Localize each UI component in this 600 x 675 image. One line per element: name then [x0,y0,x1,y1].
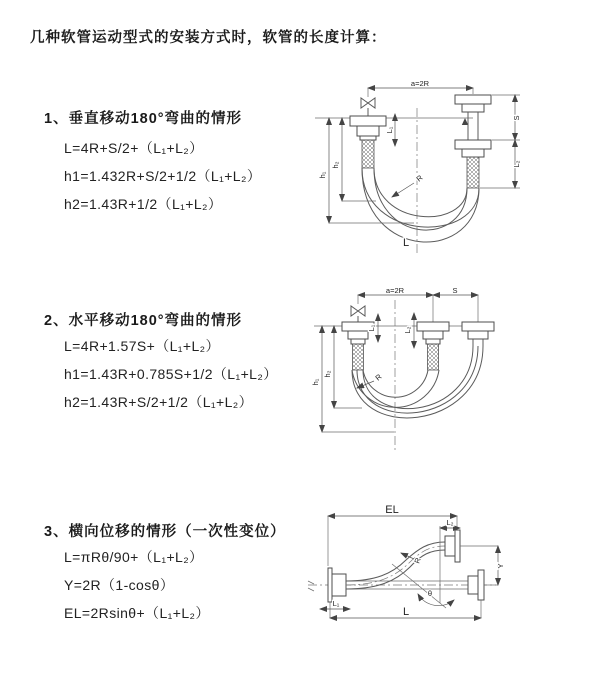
section2-formula-h2: h2=1.43R+S/2+1/2（L₁+L₂） [64,394,254,410]
section2-formula-L: L=4R+1.57S+（L₁+L₂） [64,338,220,354]
section1-formula-L: L=4R+S/2+（L₁+L₂） [64,140,204,156]
flange-upper-hub [445,536,455,556]
flange-left [350,116,386,168]
label-h2: h₂ [323,370,332,378]
diagram-vertical-180-bend [302,70,592,262]
section1-heading: 1、垂直移动180°弯曲的情形 [44,111,243,127]
label-h1: h₁ [318,171,327,179]
dim-l2 [403,313,414,348]
label-h2: h₂ [331,161,340,169]
dim-l [330,600,481,618]
label-l1: L₁ [367,324,376,332]
label-l2: L₂ [403,326,412,334]
label-a2r: a=2R [385,286,405,295]
braid-section [428,344,439,370]
valve-icon [361,98,375,116]
label-l: L [402,237,410,249]
dim-a2r-s [358,286,478,322]
braid-section [362,140,374,168]
dim-el [328,504,457,566]
section2-formula-h1: h1=1.43R+0.785S+1/2（L₁+L₂） [64,366,278,382]
page-title: 几种软管运动型式的安装方式时，软管的长度计算： [30,30,387,46]
up-arrow-right [462,118,468,125]
section3-formula-L: L=πRθ/90+（L₁+L₂） [64,549,204,565]
label-l1: L₁ [385,126,394,134]
centerline-break [308,581,314,591]
flange-right [462,322,494,346]
radius-callout [392,173,425,197]
flange-middle [417,322,449,370]
label-s: S [512,115,521,121]
flange-right [455,95,491,188]
label-r: R [373,372,384,383]
diagram-horizontal-180-bend [302,282,592,462]
section1-formula-h2: h2=1.43R+1/2（L₁+L₂） [64,196,223,212]
braid-section [467,157,479,188]
dim-l1 [367,314,378,342]
flange-upper-plate [455,530,460,562]
hose-s-curve [346,530,460,589]
section3-formula-Y: Y=2R（1-cosθ） [64,577,175,593]
label-y: Y [496,563,505,569]
flange-left [328,568,346,602]
label-l2: L₂ [446,518,454,527]
section2-heading: 2、水平移动180°弯曲的情形 [44,313,243,329]
section3-formula-EL: EL=2Rsinθ+（L₁+L₂） [64,605,210,621]
braid-section [353,344,364,370]
label-el: EL [385,504,399,516]
label-theta: θ [427,589,433,598]
label-s: S [452,286,458,295]
dim-l1 [320,599,350,609]
dim-a2r [368,79,473,97]
valve-icon [351,306,365,322]
label-l: L [402,606,410,618]
label-l2: L₂ [512,160,521,168]
diagram-lateral-displacement [300,502,600,662]
label-r: R [412,556,423,565]
label-l1: L₁ [332,599,340,608]
label-a2r: a=2R [410,79,430,88]
section3-heading: 3、横向位移的情形（一次性变位） [44,524,286,540]
label-r: R [414,173,425,184]
section1-formula-h1: h1=1.432R+S/2+1/2（L₁+L₂） [64,168,262,184]
label-h1: h₁ [311,378,320,386]
